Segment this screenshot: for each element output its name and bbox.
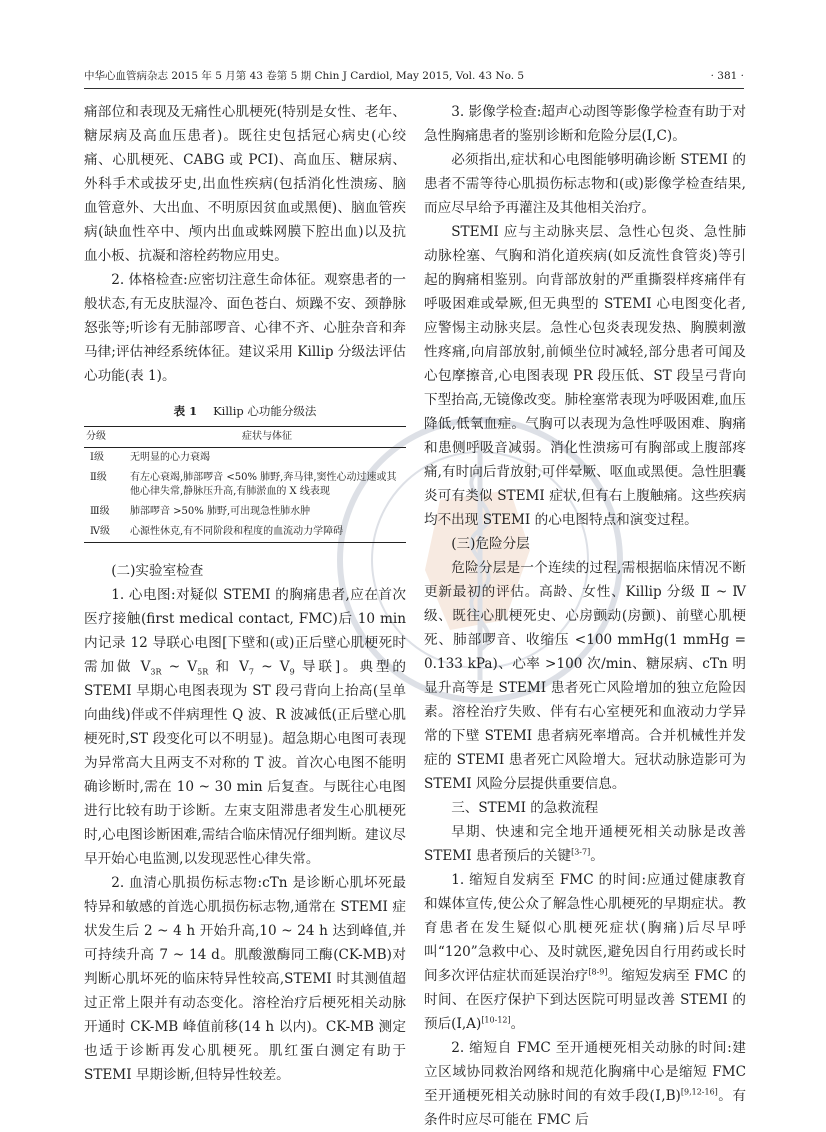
killip-table	[84, 426, 406, 543]
section-heading-lab: (二)实验室检查	[111, 563, 204, 579]
citation: [3-7]	[571, 847, 591, 857]
left-column	[84, 100, 406, 1087]
header-symptoms: 症状与体征	[242, 431, 292, 442]
shorten-fmc-paragraph: 2. 缩短自 FMC 至开通梗死相关动脉的时间:建立区域协同救治网络和规范化胸痛中心是缩短 FMC 至开通梗死相关动脉时间的有效手段(Ⅰ,B)[9,12-16]。有条件时应尽可能在 FMC 后	[424, 1040, 746, 1128]
risk-paragraph: 危险分层是一个连续的过程,需根据临床情况不断更新最初的评估。高龄、女性、Killip 分级 Ⅱ ~ Ⅳ级、既往心肌梗死史、心房颤动(房颤)、前壁心肌梗死、肺部啰音、收缩压 <100 mmHg(1 mmHg = 0.133 kPa)、心率 >100 次/min、糖尿病、cTn 明显升高等是 STEMI 患者死亡风险增加的独立危险因素。溶栓治疗失败、伴有右心室梗死和血液动力学异常的下壁 STEMI 患者病死率增高。合并机械性并发症的 STEMI 患者死亡风险增大。冠状动脉造影可为 STEMI 风险分层提供重要信息。	[424, 560, 746, 792]
note-paragraph: 必须指出,症状和心电图能够明确诊断 STEMI 的患者不需等待心肌损伤标志物和(或)影像学检查结果,而应尽早给予再灌注及其他相关治疗。	[424, 152, 746, 216]
table-row	[84, 502, 406, 522]
early-reperfusion-paragraph: 早期、快速和完全地开通梗死相关动脉是改善 STEMI 患者预后的关键[3-7]。	[424, 824, 746, 864]
imaging-paragraph: 3. 影像学检查:超声心动图等影像学检查有助于对急性胸痛患者的鉴别诊断和危险分层(Ⅰ,C)。	[424, 104, 746, 144]
grade-cell: Ⅲ级	[90, 506, 110, 517]
journal-citation: 中华心血管病杂志 2015 年 5 月第 43 卷第 5 期 Chin J Cardiol, May 2015, Vol. 43 No. 5	[84, 70, 525, 82]
page-number: · 381 ·	[710, 70, 744, 82]
table-row	[84, 522, 406, 543]
right-column	[424, 100, 746, 1132]
history-paragraph: 痛部位和表现及无痛性心肌梗死(特别是女性、老年、糖尿病及高血压患者)。既往史包括冠心病史(心绞痛、心肌梗死、CABG 或 PCI)、高血压、糖尿病、外科手术或拔牙史,出血性疾病(包括消化性溃疡、脑血管意外、大出血、不明原因贫血或黑便)、脑血管疾病(缺血性卒中、颅内出血或蛛网膜下腔出血)以及抗血小板、抗凝和溶栓药物应用史。	[84, 104, 406, 264]
header-grade: 分级	[86, 431, 106, 442]
desc-cell: 无明显的心力衰竭	[130, 452, 210, 463]
grade-cell: Ⅱ级	[90, 472, 107, 483]
table-label: 表 1	[173, 404, 198, 418]
grade-cell: Ⅳ级	[90, 526, 110, 537]
desc-cell: 有左心衰竭,肺部啰音 <50% 肺野,奔马律,窦性心动过速或其他心律失常,静脉压升高,有肺淤血的 X 线表现	[130, 472, 397, 497]
section-heading-risk: (三)危险分层	[451, 536, 530, 552]
differential-paragraph: STEMI 应与主动脉夹层、急性心包炎、急性肺动脉栓塞、气胸和消化道疾病(如反流性食管炎)等引起的胸痛相鉴别。向背部放射的严重撕裂样疼痛伴有呼吸困难或晕厥,但无典型的 STEMI 心电图变化者,应警惕主动脉夹层。急性心包炎表现发热、胸膜刺激性疼痛,向肩部放射,前倾坐位时减轻,部分患者可闻及心包摩擦音,心电图表现 PR 段压低、ST 段呈弓背向下型抬高,无镜像改变。肺栓塞常表现为呼吸困难,血压降低,低氧血症。气胸可以表现为急性呼吸困难、胸痛和患侧呼吸音减弱。消化性溃疡可有胸部或上腹部疼痛,有时向后背放射,可伴晕厥、呕血或黑便。急性胆囊炎可有类似 STEMI 症状,但有右上腹触痛。这些疾病均不出现 STEMI 的心电图特点和演变过程。	[424, 224, 746, 528]
table-row	[84, 468, 406, 502]
desc-cell: 肺部啰音 >50% 肺野,可出现急性肺水肿	[130, 506, 311, 517]
citation: [8-9]	[588, 967, 608, 977]
physical-exam-paragraph: 2. 体格检查:应密切注意生命体征。观察患者的一般状态,有无皮肤湿冷、面色苍白、烦躁不安、颈静脉怒张等;听诊有无肺部啰音、心律不齐、心脏杂音和奔马律;评估神经系统体征。建议采用 Killip 分级法评估心功能(表 1)。	[84, 272, 406, 384]
biomarker-paragraph: 2. 血清心肌损伤标志物:cTn 是诊断心肌坏死最特异和敏感的首选心肌损伤标志物,通常在 STEMI 症状发生后 2 ~ 4 h 开始升高,10 ~ 24 h 达到峰值,并可持续升高 7 ~ 14 d。肌酸激酶同工酶(CK-MB)对判断心肌坏死的临床特异性较高,STEMI 时其测值超过正常上限并有动态变化。溶栓治疗后梗死相关动脉开通时 CK-MB 峰值前移(14 h 以内)。CK-MB 测定也适于诊断再发心肌梗死。肌红蛋白测定有助于 STEMI 早期诊断,但特异性较差。	[84, 875, 406, 1083]
desc-cell: 心源性休克,有不同阶段和程度的血流动力学障碍	[130, 526, 344, 537]
ecg-paragraph: 1. 心电图:对疑似 STEMI 的胸痛患者,应在首次医疗接触(first medical contact, FMC)后 10 min 内记录 12 导联心电图[下壁和(或)正后壁心肌梗死时需加做 $V_{3R}$ ~ $V_{5R}$ 和 $V_7$ ~ $V_9$ 导联]。典型的 STEMI 早期心电图表现为 ST 段弓背向上抬高(呈单向曲线)伴或不伴病理性 Q 波、R 波减低(正后壁心肌梗死时,ST 段变化可以不明显)。超急期心电图可表现为异常高大且两支不对称的 T 波。首次心电图不能明确诊断时,需在 10 ~ 30 min 后复查。与既往心电图进行比较有助于诊断。左束支阻滞患者发生心肌梗死时,心电图诊断困难,需结合临床情况仔细判断。建议尽早开始心电监测,以发现恶性心律失常。	[84, 587, 406, 867]
running-header	[84, 66, 744, 89]
table-caption	[84, 402, 406, 420]
table-header-row	[84, 427, 406, 448]
grade-cell: Ⅰ级	[90, 452, 104, 463]
section-heading-emergency: 三、STEMI 的急救流程	[451, 800, 599, 816]
citation: [10-12]	[481, 1015, 511, 1025]
shorten-onset-paragraph: 1. 缩短自发病至 FMC 的时间:应通过健康教育和媒体宣传,使公众了解急性心肌梗死的早期症状。教育患者在发生疑似心肌梗死症状(胸痛)后尽早呼叫“120”急救中心、及时就医,避免因自行用药或长时间多次评估症状而延误治疗[8-9]。缩短发病至 FMC 的时间、在医疗保护下到达医院可明显改善 STEMI 的预后(Ⅰ,A)[10-12]。	[424, 872, 746, 1032]
table-row	[84, 448, 406, 469]
citation: [9,12-16]	[680, 1087, 718, 1097]
table-title: Killip 心功能分级法	[213, 404, 317, 418]
